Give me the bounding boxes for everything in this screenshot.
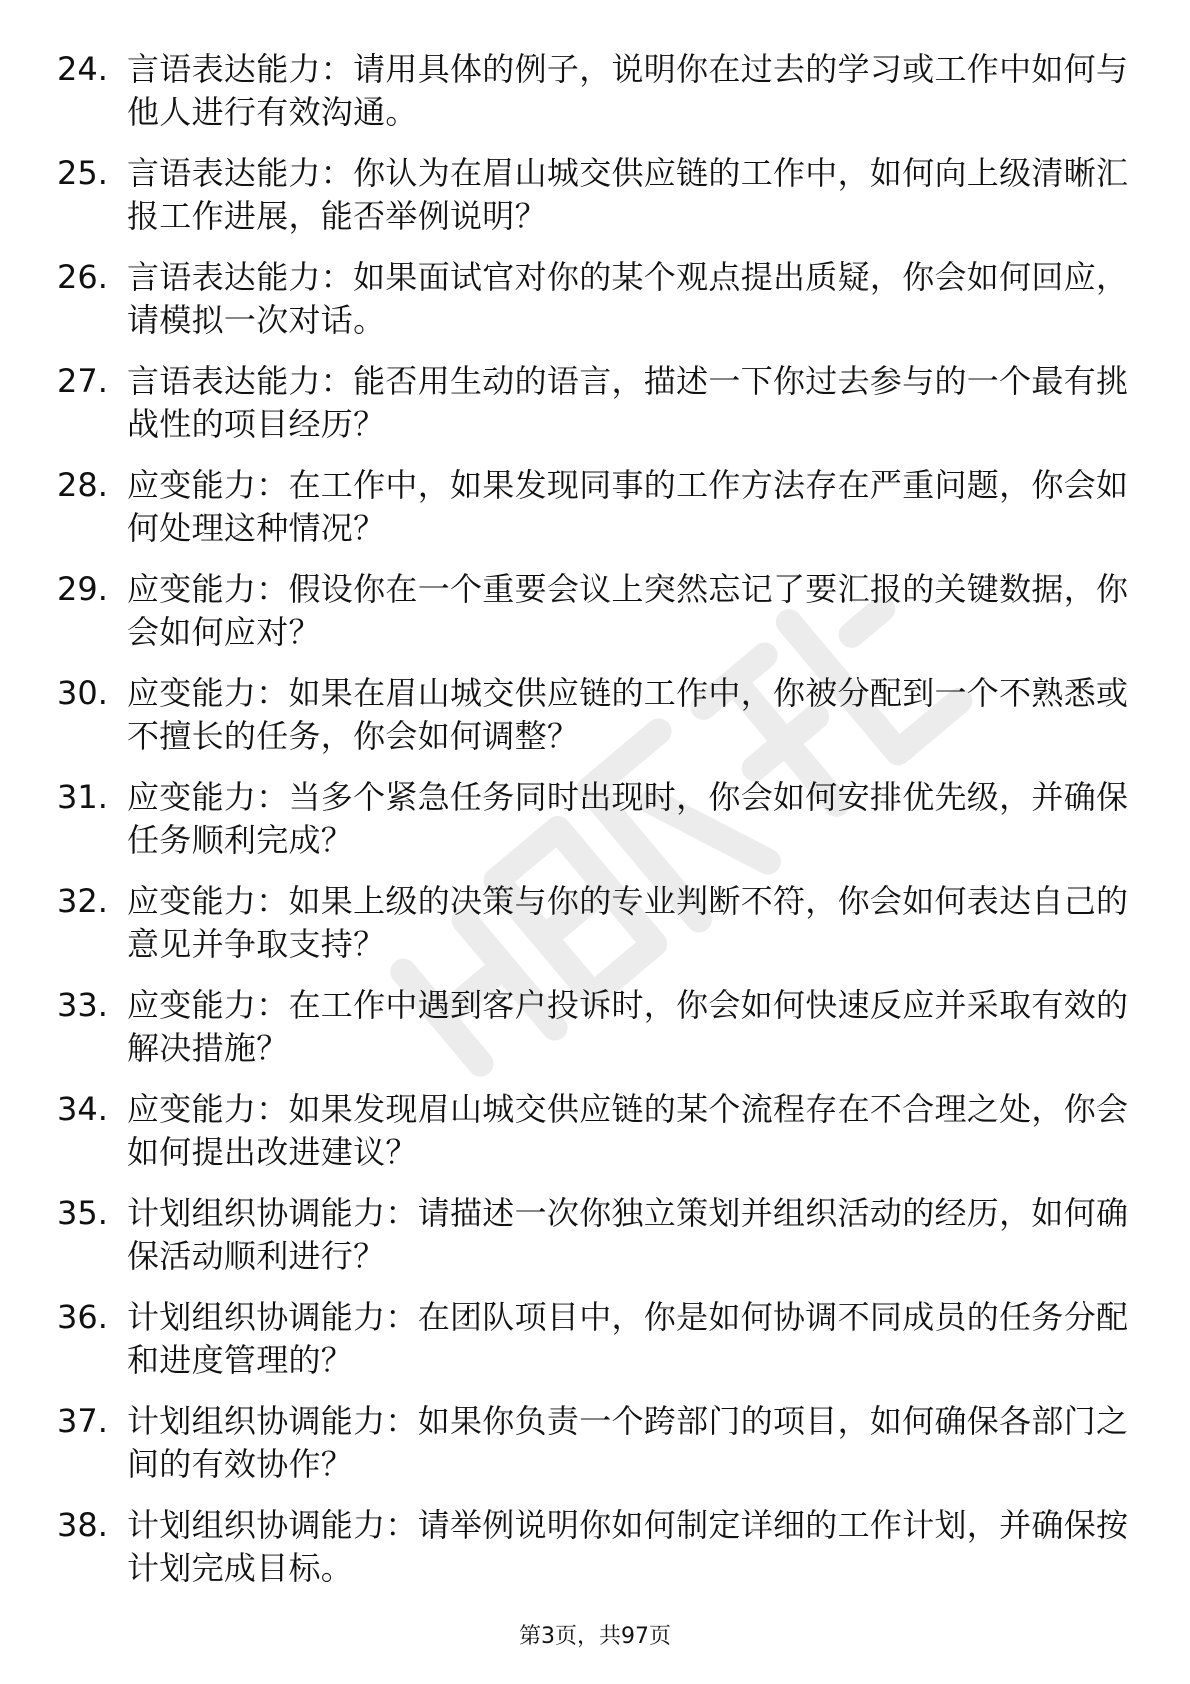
question-text: 言语表达能力：请用具体的例子，说明你在过去的学习或工作中如何与他人进行有效沟通。	[127, 50, 1129, 131]
list-item	[57, 776, 1137, 880]
list-item	[57, 360, 1137, 464]
list-item	[57, 1504, 1137, 1608]
question-number: 38.	[57, 1506, 108, 1544]
question-text: 言语表达能力：能否用生动的语言，描述一下你过去参与的一个最有挑战性的项目经历？	[127, 362, 1129, 443]
question-text: 应变能力：在工作中遇到客户投诉时，你会如何快速反应并采取有效的解决措施？	[127, 986, 1129, 1067]
list-item	[57, 1192, 1137, 1296]
question-number: 32.	[57, 882, 108, 920]
list-item	[57, 1296, 1137, 1400]
question-number: 26.	[57, 258, 108, 296]
question-number: 28.	[57, 466, 108, 504]
question-number: 30.	[57, 674, 108, 712]
question-text: 应变能力：当多个紧急任务同时出现时，你会如何安排优先级，并确保任务顺利完成？	[127, 778, 1129, 859]
question-number: 25.	[57, 154, 108, 192]
question-list	[57, 48, 1137, 1608]
list-item	[57, 1088, 1137, 1192]
list-item	[57, 464, 1137, 568]
question-number: 35.	[57, 1194, 108, 1232]
question-text: 应变能力：如果在眉山城交供应链的工作中，你被分配到一个不熟悉或不擅长的任务，你会如何调整？	[127, 674, 1129, 755]
question-number: 33.	[57, 986, 108, 1024]
question-number: 24.	[57, 50, 108, 88]
page-number: 第3页，共97页	[519, 1624, 671, 1649]
question-number: 29.	[57, 570, 108, 608]
question-text: 计划组织协调能力：请举例说明你如何制定详细的工作计划，并确保按计划完成目标。	[127, 1506, 1129, 1587]
question-number: 36.	[57, 1298, 108, 1336]
question-text: 言语表达能力：你认为在眉山城交供应链的工作中，如何向上级清晰汇报工作进展，能否举例说明？	[127, 154, 1129, 235]
list-item	[57, 48, 1137, 152]
question-text: 计划组织协调能力：请描述一次你独立策划并组织活动的经历，如何确保活动顺利进行？	[127, 1194, 1129, 1275]
question-number: 27.	[57, 362, 108, 400]
question-text: 计划组织协调能力：在团队项目中，你是如何协调不同成员的任务分配和进度管理的？	[127, 1298, 1129, 1379]
question-number: 34.	[57, 1090, 108, 1128]
question-text: 应变能力：假设你在一个重要会议上突然忘记了要汇报的关键数据，你会如何应对？	[127, 570, 1129, 651]
list-item	[57, 568, 1137, 672]
list-item	[57, 672, 1137, 776]
list-item	[57, 880, 1137, 984]
question-text: 计划组织协调能力：如果你负责一个跨部门的项目，如何确保各部门之间的有效协作？	[127, 1402, 1129, 1483]
question-text: 言语表达能力：如果面试官对你的某个观点提出质疑，你会如何回应，请模拟一次对话。	[127, 258, 1129, 339]
list-item	[57, 256, 1137, 360]
question-number: 37.	[57, 1402, 108, 1440]
question-text: 应变能力：如果上级的决策与你的专业判断不符，你会如何表达自己的意见并争取支持？	[127, 882, 1129, 963]
list-item	[57, 1400, 1137, 1504]
list-item	[57, 152, 1137, 256]
list-item	[57, 984, 1137, 1088]
question-number: 31.	[57, 778, 108, 816]
question-text: 应变能力：如果发现眉山城交供应链的某个流程存在不合理之处，你会如何提出改进建议？	[127, 1090, 1129, 1171]
page-footer	[0, 1622, 1190, 1652]
question-text: 应变能力：在工作中，如果发现同事的工作方法存在严重问题，你会如何处理这种情况？	[127, 466, 1129, 547]
